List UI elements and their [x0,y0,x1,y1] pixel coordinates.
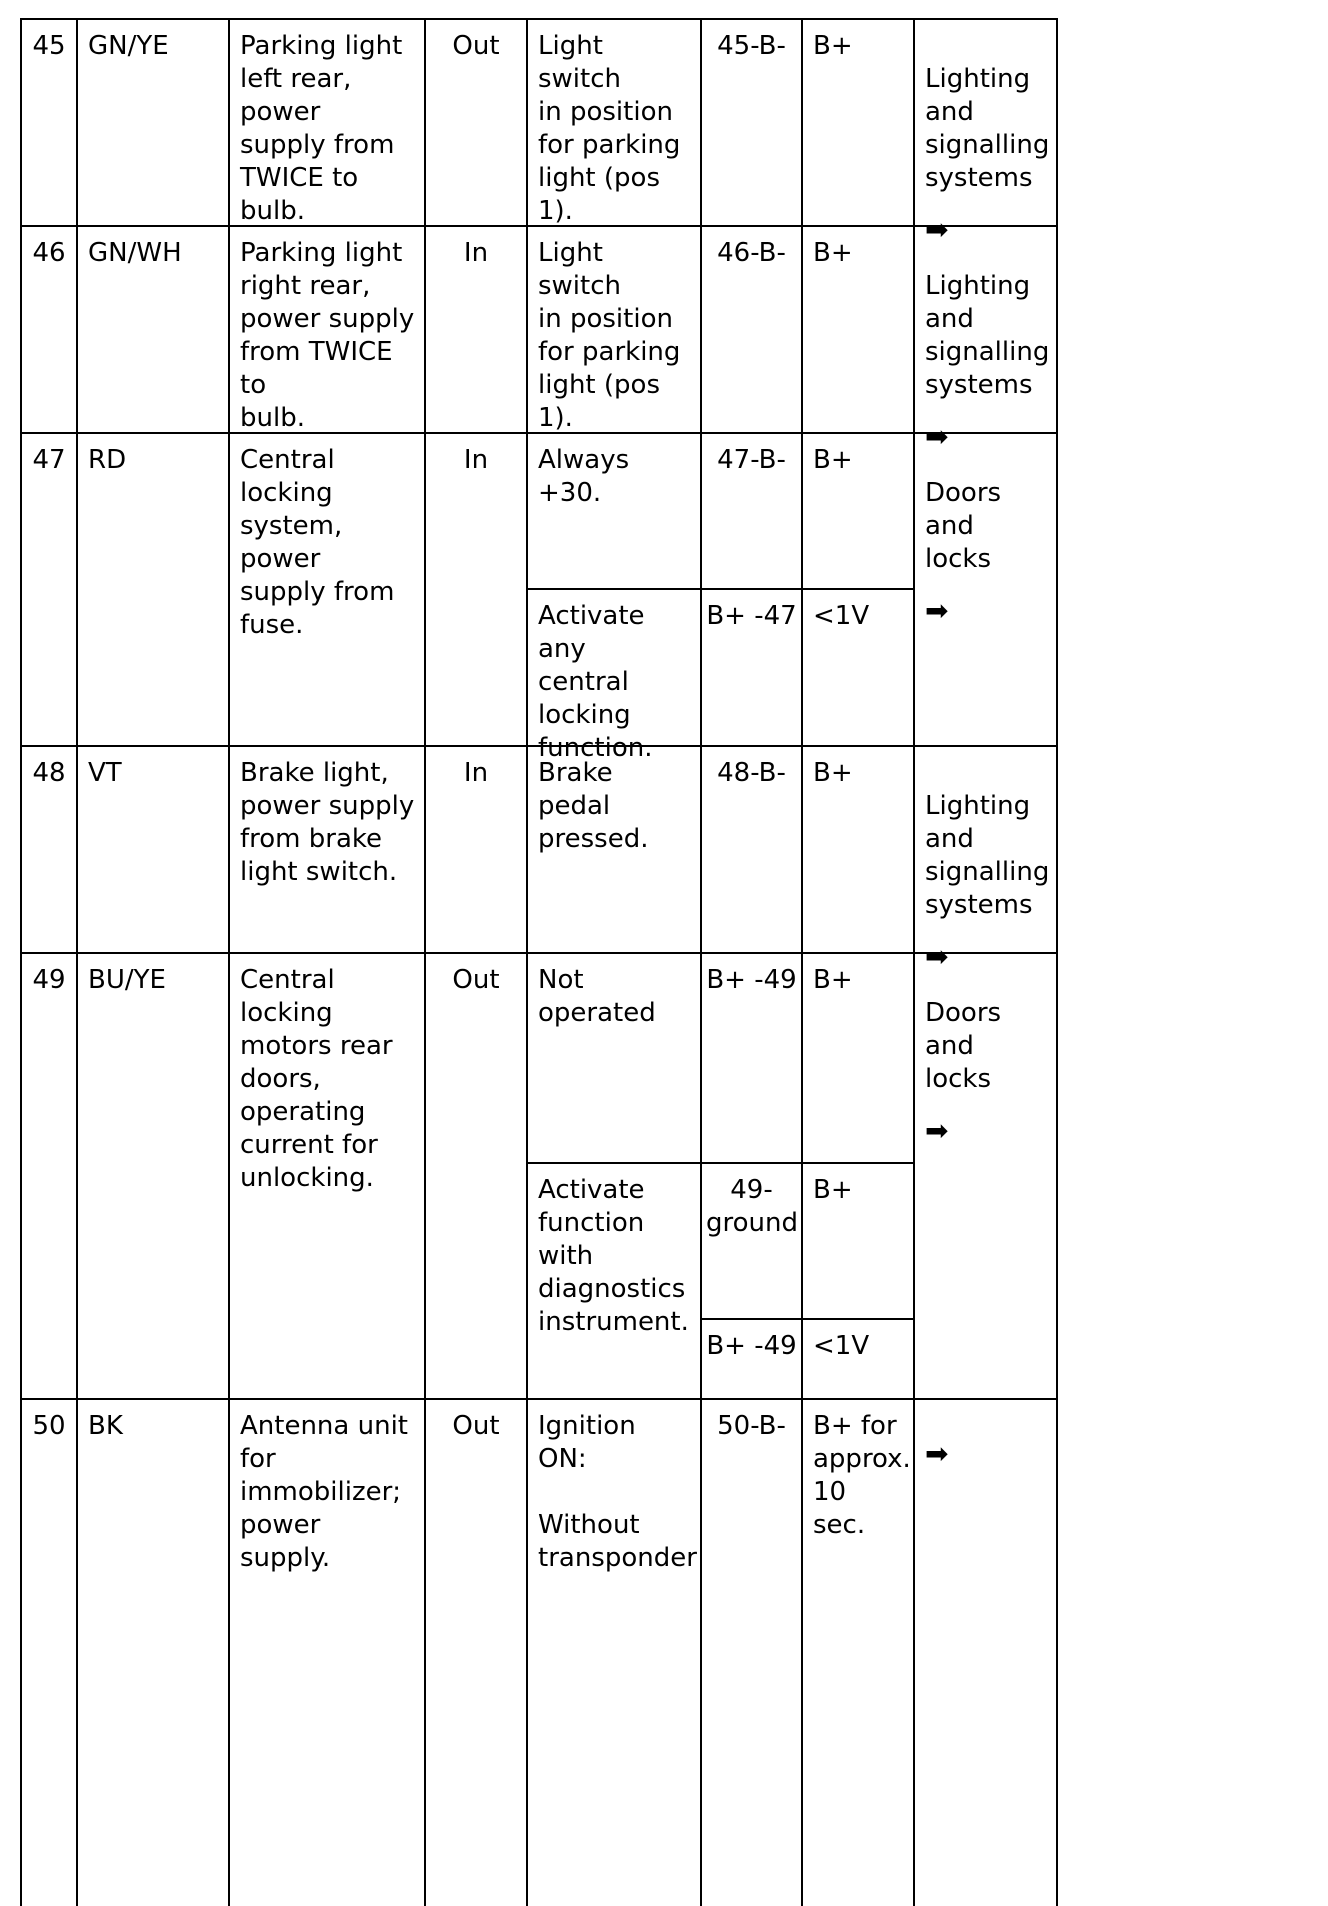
reference-text: Lighting and signalling systems [925,64,1050,193]
signal-direction: Out [424,1398,526,1906]
test-condition: Brake pedal pressed. [526,745,700,952]
reference-cell [913,432,1058,745]
arrow-right-icon[interactable]: ➡ [925,420,949,453]
test-condition: Not operated [526,952,700,1162]
measure-points: B+ -49 [700,952,801,1162]
wire-color: BK [76,1398,228,1906]
wire-color: RD [76,432,228,745]
reference-cell [913,745,1058,973]
pin-number: 47 [20,432,76,745]
nominal-value: B+ [801,952,913,1162]
measure-points: 46-B- [700,225,801,432]
signal-direction: Out [424,952,526,1398]
measure-points: B+ -47 [700,588,801,745]
nominal-value: B+ [801,18,913,225]
reference-text: Doors and locks [925,998,1002,1094]
reference-text: Lighting and signalling systems [925,791,1050,920]
arrow-right-icon[interactable]: ➡ [925,213,949,246]
pin-number: 45 [20,18,76,225]
wire-color: GN/YE [76,18,228,225]
pin-assignment-table [20,18,1308,1906]
reference-cell [913,952,1058,1398]
signal-direction: In [424,745,526,952]
pin-description: Antenna unit for immobilizer; power supply. [228,1398,424,1906]
nominal-value: B+ for approx. 10 sec. [801,1398,913,1906]
pin-number: 50 [20,1398,76,1906]
measure-points: 49- ground [700,1162,801,1318]
nominal-value: B+ [801,745,913,952]
reference-cell [913,18,1058,246]
reference-text: Doors and locks [925,478,1002,574]
wire-color: BU/YE [76,952,228,1398]
measure-points: 45-B- [700,18,801,225]
test-condition: Activate function with diagnostics instrument. [526,1162,700,1398]
pin-description: Brake light, power supply from brake light switch. [228,745,424,952]
test-condition: Ignition ON: Without transponder [526,1398,700,1906]
signal-direction: In [424,432,526,745]
arrow-right-icon[interactable]: ➡ [925,594,949,627]
arrow-right-icon[interactable]: ➡ [925,1437,949,1470]
reference-cell [913,1398,1058,1906]
test-condition: Activate any central locking function. [526,588,700,745]
nominal-value: B+ [801,432,913,588]
wire-color: GN/WH [76,225,228,432]
reference-text: Lighting and signalling systems [925,271,1050,400]
pin-description: Parking light left rear, power supply from TWICE to bulb. [228,18,424,225]
reference-cell [913,225,1058,453]
test-condition: Light switch in position for parking light (pos 1). [526,225,700,432]
signal-direction: Out [424,18,526,225]
wire-color: VT [76,745,228,952]
test-condition: Light switch in position for parking light (pos 1). [526,18,700,225]
pin-number: 49 [20,952,76,1398]
measure-points: 48-B- [700,745,801,952]
test-condition: Always +30. [526,432,700,588]
pin-description: Central locking system, power supply from fuse. [228,432,424,745]
nominal-value: B+ [801,225,913,432]
nominal-value: <1V [801,588,913,745]
signal-direction: In [424,225,526,432]
nominal-value: <1V [801,1318,913,1398]
pin-description: Central locking motors rear doors, operating current for unlocking. [228,952,424,1398]
arrow-right-icon[interactable]: ➡ [925,1114,949,1147]
measure-points: B+ -49 [700,1318,801,1398]
measure-points: 47-B- [700,432,801,588]
arrow-right-icon[interactable]: ➡ [925,940,949,973]
measure-points: 50-B- [700,1398,801,1906]
nominal-value: B+ [801,1162,913,1318]
pin-number: 46 [20,225,76,432]
pin-number: 48 [20,745,76,952]
pin-description: Parking light right rear, power supply from TWICE to bulb. [228,225,424,432]
